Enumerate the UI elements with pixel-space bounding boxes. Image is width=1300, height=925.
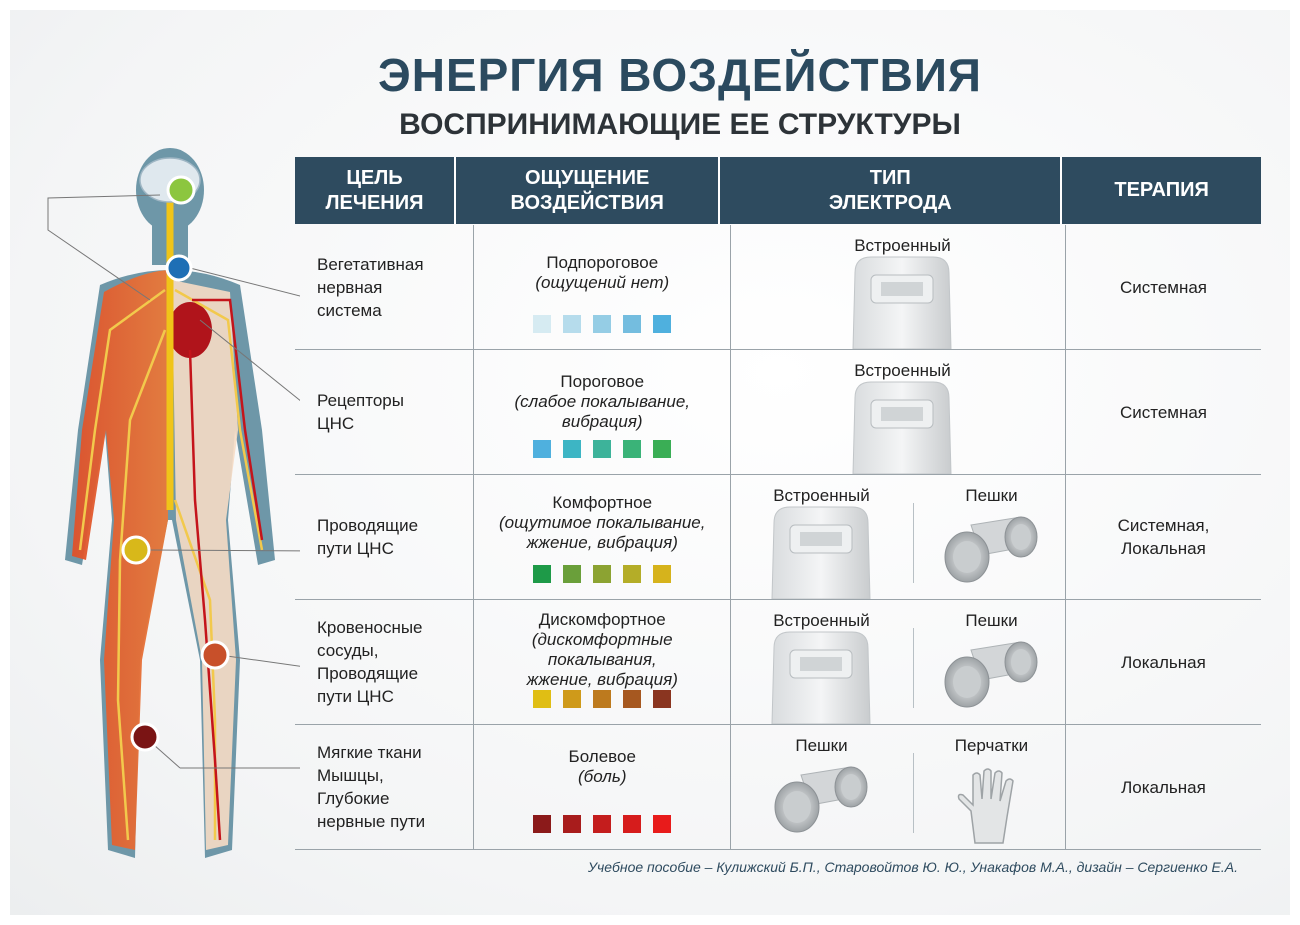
therapy-cell bbox=[1066, 475, 1261, 599]
treatment-target-line: Мягкие ткани bbox=[317, 743, 422, 762]
intensity-swatch bbox=[653, 815, 671, 833]
table-row bbox=[295, 725, 1261, 850]
intensity-swatch bbox=[623, 690, 641, 708]
treatment-target-line: Кровеносные bbox=[317, 618, 423, 637]
sensation-description: (дискомфортные bbox=[531, 630, 673, 649]
therapy-type: Локальная bbox=[1121, 652, 1206, 672]
treatment-target-line: пути ЦНС bbox=[317, 539, 394, 558]
sensation-label: Болевое bbox=[568, 747, 636, 766]
intensity-swatches bbox=[474, 315, 730, 333]
sensation-label: Дискомфортное bbox=[538, 610, 666, 629]
table-row bbox=[295, 225, 1261, 350]
intensity-swatch bbox=[533, 440, 551, 458]
treatment-target-line: сосуды, bbox=[317, 641, 379, 660]
intensity-swatch bbox=[563, 440, 581, 458]
sensation-label: Комфортное bbox=[552, 493, 653, 512]
intensity-swatch bbox=[623, 815, 641, 833]
intensity-swatch bbox=[533, 815, 551, 833]
electrode-cell bbox=[731, 475, 1066, 599]
header-therapy: ТЕРАПИЯ bbox=[1114, 179, 1209, 201]
intensity-swatches bbox=[474, 690, 730, 708]
treatment-target-cell bbox=[295, 725, 474, 849]
table-row bbox=[295, 475, 1261, 600]
electrode-divider bbox=[913, 628, 914, 708]
intensity-swatch bbox=[593, 565, 611, 583]
electrode-type-label: Пешки bbox=[795, 736, 848, 755]
intensity-swatch bbox=[563, 315, 581, 333]
intensity-swatches bbox=[474, 565, 730, 583]
electrode-cell bbox=[731, 600, 1066, 724]
page-subtitle: ВОСПРИНИМАЮЩИЕ ЕЕ СТРУКТУРЫ bbox=[399, 108, 961, 141]
treatment-target-line: Проводящие bbox=[317, 664, 419, 683]
therapy-cell bbox=[1066, 225, 1261, 349]
electrode-type-label: Встроенный bbox=[773, 486, 870, 505]
electrode-cell bbox=[731, 225, 1066, 349]
sensation-cell bbox=[474, 475, 731, 599]
electrode-type-label: Встроенный bbox=[854, 236, 951, 255]
therapy-type: Локальная bbox=[1121, 539, 1206, 558]
treatment-target-line: Вегетативная bbox=[317, 254, 424, 274]
electrode-divider bbox=[913, 753, 914, 833]
intensity-swatch bbox=[593, 690, 611, 708]
sensation-description: жжение, вибрация) bbox=[526, 670, 678, 689]
builtin-electrode-icon bbox=[766, 628, 876, 724]
marker-brain bbox=[168, 177, 194, 203]
intensity-swatch bbox=[533, 315, 551, 333]
footer-credits: Учебное пособие – Кулижский Б.П., Старовойтов Ю. Ю., Унакафов М.А., дизайн – Сергиенко Е.А. bbox=[588, 859, 1238, 875]
intensity-swatches bbox=[474, 440, 730, 458]
electrode-type-label: Пешки bbox=[965, 611, 1018, 630]
intensity-swatch bbox=[593, 440, 611, 458]
sensation-cell bbox=[474, 225, 731, 349]
header-sensation: ОЩУЩЕНИЕ ВОЗДЕЙСТВИЯ bbox=[456, 157, 720, 224]
human-body-illustration bbox=[0, 0, 300, 925]
sensation-description: (ощутимое покалывание, bbox=[498, 513, 706, 532]
pawn-electrodes-icon bbox=[941, 640, 1041, 710]
treatment-target-cell bbox=[295, 225, 474, 349]
sensation-description: (слабое покалывание, bbox=[514, 392, 691, 411]
treatment-target-line: Рецепторы bbox=[317, 391, 404, 410]
intensity-swatch bbox=[623, 315, 641, 333]
intensity-swatch bbox=[563, 815, 581, 833]
sensation-cell bbox=[474, 600, 731, 724]
therapy-type: Системная bbox=[1119, 277, 1208, 297]
sensation-label: Подпороговое bbox=[546, 253, 659, 272]
header-electrode: ТИП ЭЛЕКТРОДА bbox=[720, 157, 1062, 224]
intensity-swatch bbox=[653, 315, 671, 333]
builtin-electrode-icon bbox=[847, 378, 957, 474]
page-title: ЭНЕРГИЯ ВОЗДЕЙСТВИЯ bbox=[378, 49, 982, 101]
therapy-type: Локальная bbox=[1121, 777, 1206, 797]
treatment-target-line: ЦНС bbox=[317, 414, 355, 433]
sensation-description: жжение, вибрация) bbox=[526, 533, 678, 552]
marker-thigh bbox=[132, 724, 158, 750]
heart-shape bbox=[168, 302, 212, 358]
table-header bbox=[295, 157, 1261, 224]
therapy-cell bbox=[1066, 600, 1261, 724]
marker-spine bbox=[123, 537, 149, 563]
table-row bbox=[295, 350, 1261, 475]
sensation-description: (боль) bbox=[577, 767, 627, 786]
intensity-swatch bbox=[623, 440, 641, 458]
sensation-cell bbox=[474, 350, 731, 474]
treatment-target-cell bbox=[295, 475, 474, 599]
pawn-electrodes-icon bbox=[771, 765, 871, 835]
electrode-type-label: Встроенный bbox=[773, 611, 870, 630]
intensity-swatch bbox=[533, 565, 551, 583]
intensity-swatch bbox=[593, 315, 611, 333]
treatment-target-line: система bbox=[317, 300, 382, 320]
electrode-type-label: Встроенный bbox=[854, 361, 951, 380]
therapy-cell bbox=[1066, 350, 1261, 474]
therapy-type: Системная bbox=[1119, 402, 1208, 422]
therapy-cell bbox=[1066, 725, 1261, 849]
treatment-target-line: Проводящие bbox=[317, 516, 419, 535]
builtin-electrode-icon bbox=[766, 503, 876, 599]
sensation-cell bbox=[474, 725, 731, 849]
sensation-description: покалывания, bbox=[547, 650, 657, 669]
header-target: ЦЕЛЬ ЛЕЧЕНИЯ bbox=[295, 157, 456, 224]
intensity-swatch bbox=[623, 565, 641, 583]
intensity-swatch bbox=[653, 565, 671, 583]
therapy-type: Системная, bbox=[1117, 516, 1210, 535]
electrode-type-label: Перчатки bbox=[954, 736, 1029, 755]
marker-knee bbox=[202, 642, 228, 668]
treatment-target-cell bbox=[295, 350, 474, 474]
builtin-electrode-icon bbox=[847, 253, 957, 349]
electrode-divider bbox=[913, 503, 914, 583]
electrode-cell bbox=[731, 725, 1066, 849]
treatment-target-cell bbox=[295, 600, 474, 724]
intensity-swatch bbox=[563, 690, 581, 708]
table-row bbox=[295, 600, 1261, 725]
sensation-label: Пороговое bbox=[560, 372, 645, 391]
treatment-target-line: пути ЦНС bbox=[317, 687, 394, 706]
pawn-electrodes-icon bbox=[941, 515, 1041, 585]
sensation-description: (ощущений нет) bbox=[535, 273, 670, 292]
electrode-cell bbox=[731, 350, 1066, 474]
treatment-target-line: Мышцы, bbox=[317, 766, 384, 785]
treatment-target-line: нервные пути bbox=[317, 812, 426, 831]
treatment-target-line: Глубокие bbox=[317, 789, 390, 808]
marker-neck bbox=[167, 256, 191, 280]
intensity-swatch bbox=[563, 565, 581, 583]
intensity-swatches bbox=[474, 815, 730, 833]
intensity-swatch bbox=[653, 690, 671, 708]
intensity-swatch bbox=[593, 815, 611, 833]
glove-electrode-icon bbox=[951, 765, 1031, 845]
intensity-swatch bbox=[533, 690, 551, 708]
electrode-type-label: Пешки bbox=[965, 486, 1018, 505]
intensity-swatch bbox=[653, 440, 671, 458]
treatment-target-line: нервная bbox=[317, 277, 383, 297]
sensation-description: вибрация) bbox=[561, 412, 643, 431]
